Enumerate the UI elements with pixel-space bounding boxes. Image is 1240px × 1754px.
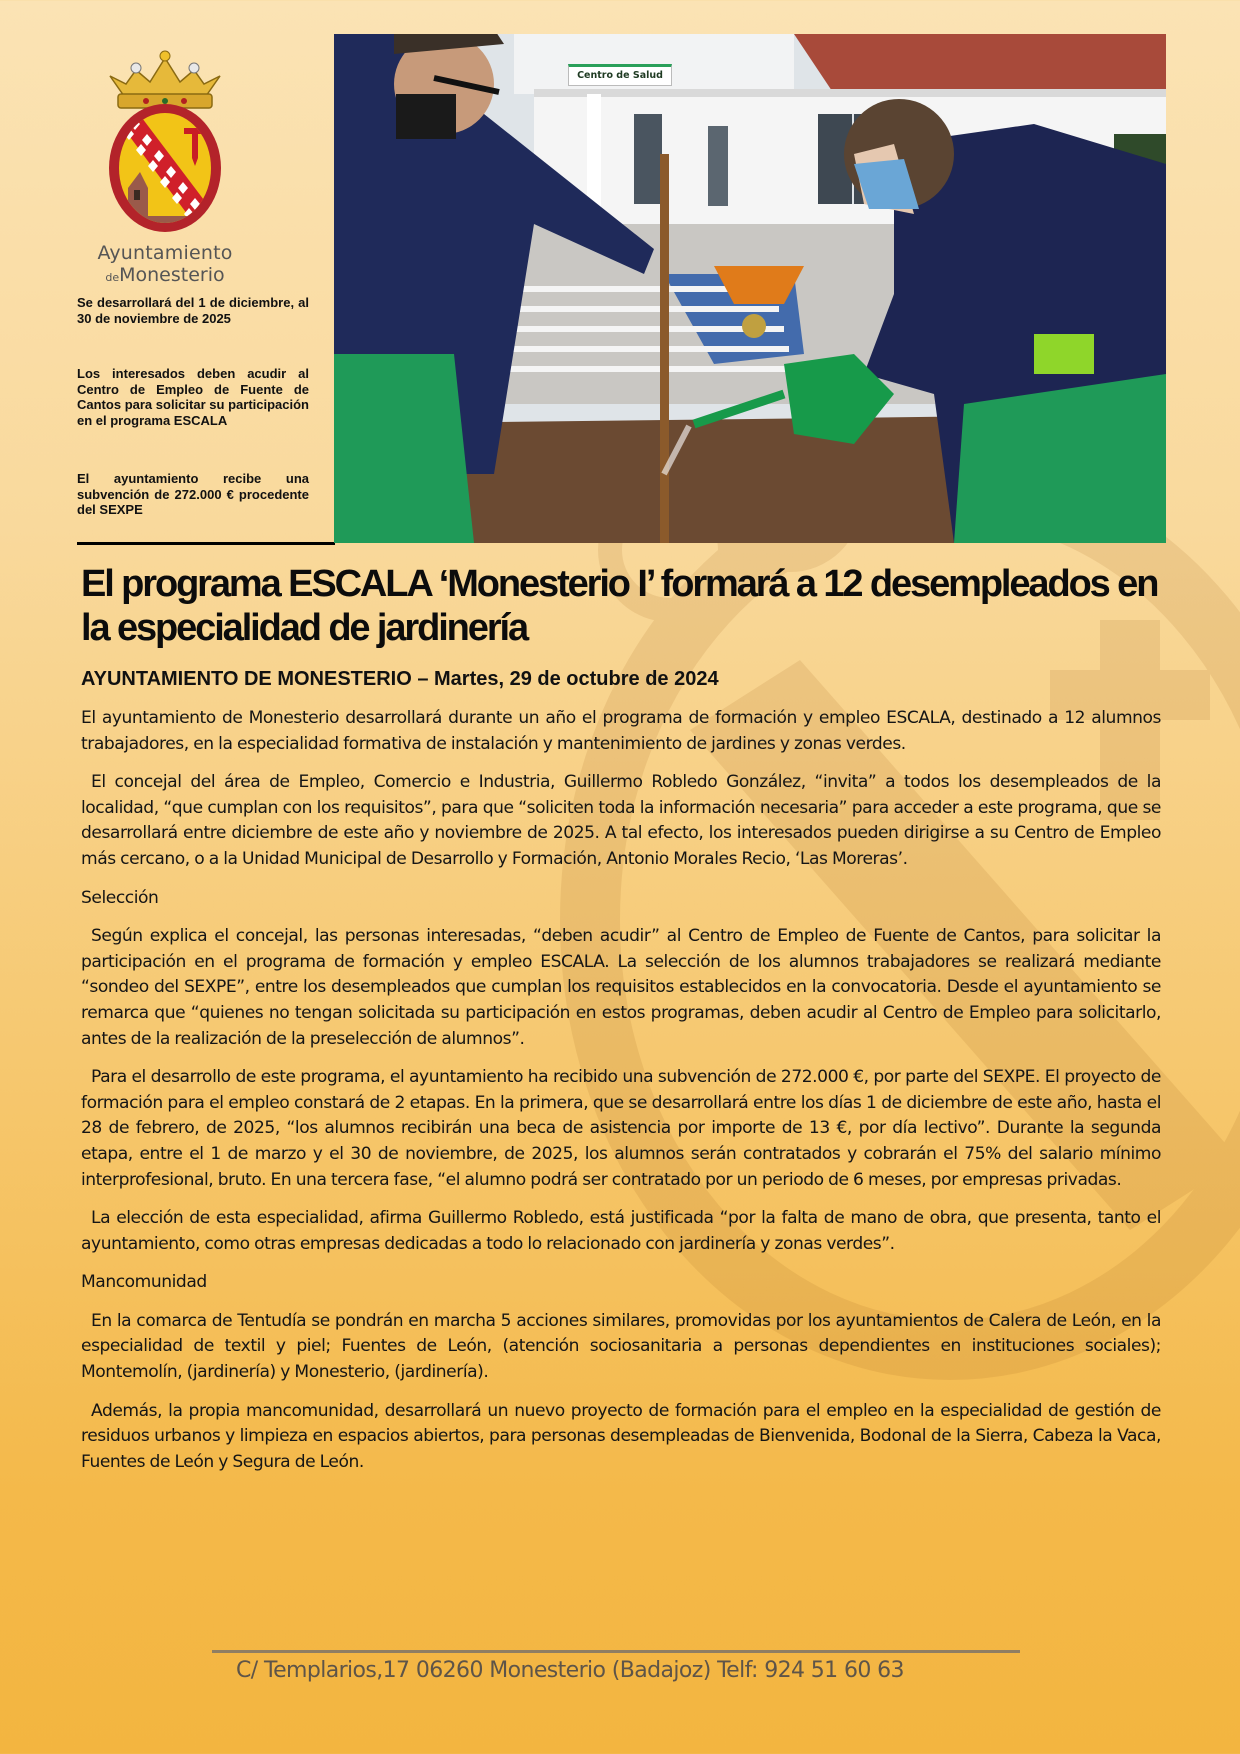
logo-text-ayuntamiento: Ayuntamiento (97, 242, 233, 264)
footer-divider (212, 1650, 1020, 1653)
article-body (81, 706, 1161, 1488)
paragraph-intro: El ayuntamiento de Monesterio desarrollará durante un año el programa de formación y empleo ESCALA, destinado a 12 alumnos trabajadores, en la especialidad formativa de instalación y mantenimiento de jardines y zonas verdes. (81, 708, 1161, 754)
logo-text-name: Monesterio (119, 264, 225, 286)
logo-text-monesterio (90, 264, 240, 289)
paragraph-concejal: El concejal del área de Empleo, Comercio e Industria, Guillermo Robledo González, “invita” a todos los desempleados de la localidad, “que cumplan con los requisitos”, para que “soliciten toda la información necesaria” para acceder a este programa, que se desarrollará entre diciembre de este año y noviembre de 2025. A tal efecto, los interesados pueden dirigirse a su Centro de Empleo más cercano, o a la Unidad Municipal de Desarrollo y Formación, Antonio Morales Recio, ‘Las Moreras’. (81, 772, 1161, 869)
sidebar-note-application: Los interesados deben acudir al Centro de Empleo de Fuente de Cantos para solicitar su participación en el programa ESCALA (77, 366, 309, 428)
photo-sign-text: Centro de Salud (568, 64, 672, 86)
municipality-logo (90, 48, 240, 286)
paragraph-ademas: Además, la propia mancomunidad, desarrollará un nuevo proyecto de formación para el empleo en la especialidad de gestión de residuos urbanos y limpieza en espacios abiertos, para personas desempleadas de Bienvenida, Bodonal de la Sierra, Cabeza la Vaca, Fuentes de León y Segura de León. (81, 1400, 1161, 1472)
coat-of-arms-icon (96, 48, 234, 238)
sidebar-note-subsidy: El ayuntamiento recibe una subvención de 272.000 € procedente del SEXPE (77, 471, 309, 517)
sidebar-divider (77, 542, 335, 545)
paragraph-desarrollo: Para el desarrollo de este programa, el ayuntamiento ha recibido una subvención de 272.000 €, por parte del SEXPE. El proyecto de formación para el empleo constará de 2 etapas. En la primera, que se desarrollará entre los días 1 de diciembre de este año, hasta el 28 de febrero, de 2025, “los alumnos recibirán una beca de asistencia por importe de 13 €, por día lectivo”. Durante la segunda etapa, entre el 1 de marzo y el 30 de noviembre, de 2025, los alumnos serán contratados y cobrarán el 75% del salario mínimo interprofesional, bruto. En una tercera fase, “el alumno podrá ser contratado por un periodo de 6 meses, por empresas privadas. (81, 1067, 1161, 1190)
paragraph-comarca: En la comarca de Tentudía se pondrán en marcha 5 acciones similares, promovidas por los ayuntamientos de Calera de León, en la especialidad de textil y piel; Fuentes de León, (atención sociosanitaria a personas dependientes en instituciones sociales); Montemolín, (jardinería) y Monesterio, (jardinería). (81, 1310, 1161, 1383)
subheading-mancomunidad: Mancomunidad (81, 1272, 207, 1293)
logo-text-de: de (105, 271, 120, 284)
crown-icon (110, 51, 220, 108)
sidebar-note-dates: Se desarrollará del 1 de diciembre, al 30 de noviembre de 2025 (77, 295, 309, 326)
paragraph-eleccion: La elección de esta especialidad, afirma Guillermo Robledo, está justificada “por la falta de mano de obra, que presenta, tanto el ayuntamiento, como otras empresas dedicadas a todo lo relacionado con jardinería y zonas verdes”. (81, 1208, 1161, 1254)
article-headline: El programa ESCALA ‘Monesterio I’ formará a 12 desempleados en la especialidad de jardinería (81, 563, 1158, 649)
article-byline: AYUNTAMIENTO DE MONESTERIO – Martes, 29 de octubre de 2024 (81, 668, 719, 690)
article-photo (334, 34, 1166, 543)
subheading-seleccion: Selección (81, 887, 159, 908)
paragraph-seleccion: Según explica el concejal, las personas interesadas, “deben acudir” al Centro de Empleo de Fuente de Cantos, para solicitar la participación en el programa de formación y empleo ESCALA. La selección de los alumnos trabajadores se realizará mediante “sondeo del SEXPE”, entre los desempleados que cumplan los requisitos establecidos en la convocatoria. Desde el ayuntamiento se remarca que “quienes no tengan solicitada su participación en estos programas, deben acudir al Centro de Empleo para solicitarlo, antes de la realización de la preselección de alumnos”. (81, 926, 1161, 1049)
footer-address: C/ Templarios,17 06260 Monesterio (Badajoz) Telf: 924 51 60 63 (236, 1658, 904, 1683)
